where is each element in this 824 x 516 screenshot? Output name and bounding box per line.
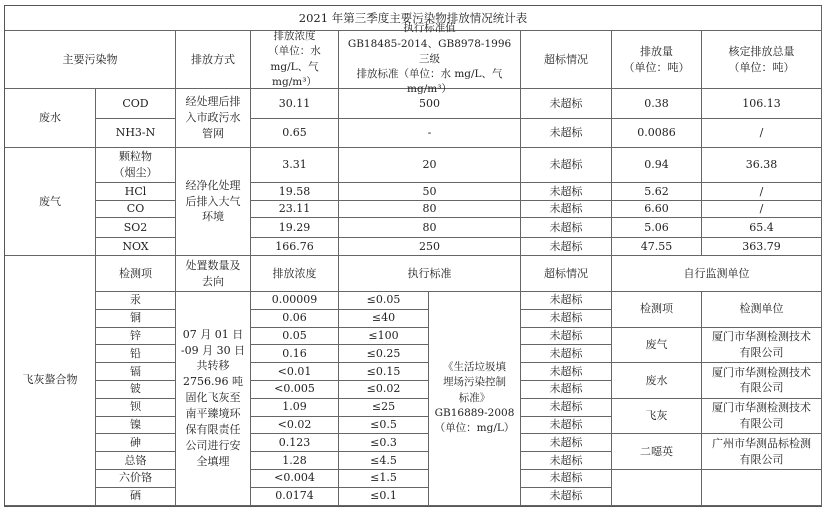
concentration-value: 0.00009	[251, 292, 339, 310]
flyash-header-monitor: 自行监测单位	[612, 256, 822, 292]
concentration-value: 3.31	[251, 148, 339, 183]
exceed-status: 未超标	[521, 345, 612, 363]
header-total: 核定排放总量 （单位：吨）	[702, 31, 822, 89]
wastewater-category: 废水	[5, 89, 96, 148]
concentration-value: 1.28	[251, 452, 339, 470]
standard-value: 50	[339, 183, 521, 201]
concentration-value: 0.123	[251, 434, 339, 452]
monitor-header-item: 检测项	[612, 292, 702, 328]
exceed-status: 未超标	[521, 417, 612, 435]
amount-value: 0.0086	[612, 119, 702, 148]
total-value: 36.38	[702, 148, 822, 183]
concentration-value: 30.11	[251, 89, 339, 119]
header-standard: 执行标准值 GB18485-2014、GB8978-1996 三级 排放标准（单位：水 mg/L、气 mg/m³）	[339, 31, 521, 89]
pollutant-name: CO	[96, 201, 176, 218]
exceed-status: 未超标	[521, 292, 612, 310]
flyash-header-disposal: 处置数量及 去向	[176, 256, 251, 292]
concentration-value: 166.76	[251, 238, 339, 256]
exceed-status: 未超标	[521, 238, 612, 256]
concentration-value: <0.01	[251, 363, 339, 381]
concentration-value: <0.005	[251, 381, 339, 399]
monitor-item: 废气	[612, 328, 702, 364]
test-item-name: 镍	[96, 417, 176, 435]
wastegas-category: 废气	[5, 148, 96, 256]
limit-value: ≤100	[339, 328, 429, 346]
concentration-value: 0.0174	[251, 488, 339, 506]
monitor-unit: 厦门市华测检测技术 有限公司	[702, 399, 822, 435]
header-method: 排放方式	[176, 31, 251, 89]
standard-value: 80	[339, 201, 521, 218]
total-value: 106.13	[702, 89, 822, 119]
exceed-status: 未超标	[521, 310, 612, 328]
test-item-name: 铅	[96, 345, 176, 363]
concentration-value: 0.16	[251, 345, 339, 363]
test-item-name: 锌	[96, 328, 176, 346]
monitor-item: 飞灰	[612, 399, 702, 435]
pollutant-name: NH3-N	[96, 119, 176, 148]
test-item-name: 六价铬	[96, 470, 176, 488]
standard-value: 20	[339, 148, 521, 183]
limit-value: ≤0.3	[339, 434, 429, 452]
pollutant-name: NOX	[96, 238, 176, 256]
concentration-value: 0.05	[251, 328, 339, 346]
amount-value: 5.62	[612, 183, 702, 201]
pollutant-name: 颗粒物 （烟尘）	[96, 148, 176, 183]
concentration-value: 19.29	[251, 218, 339, 238]
test-item-name: 铍	[96, 381, 176, 399]
flyash-header-item: 检测项	[96, 256, 176, 292]
total-value: 363.79	[702, 238, 822, 256]
exceed-status: 未超标	[521, 328, 612, 346]
monitor-item: 二噁英	[612, 434, 702, 470]
monitor-unit: 厦门市华测检测技术 有限公司	[702, 363, 822, 399]
monitor-item: 废水	[612, 363, 702, 399]
limit-value: ≤1.5	[339, 470, 429, 488]
standard-text: 《生活垃圾填 埋场污染控制 标准》 GB16889-2008 （单位：mg/L）	[429, 292, 521, 506]
concentration-value: <0.004	[251, 470, 339, 488]
exceed-status: 未超标	[521, 363, 612, 381]
monitor-header-unit: 检测单位	[702, 292, 822, 328]
standard-value: -	[339, 119, 521, 148]
pollutant-name: HCl	[96, 183, 176, 201]
exceed-status: 未超标	[521, 399, 612, 417]
test-item-name: 砷	[96, 434, 176, 452]
header-pollutant: 主要污染物	[5, 31, 176, 89]
total-value: /	[702, 119, 822, 148]
standard-value: 250	[339, 238, 521, 256]
test-item-name: 钡	[96, 399, 176, 417]
exceed-status: 未超标	[521, 381, 612, 399]
header-amount: 排放量 （单位：吨）	[612, 31, 702, 89]
concentration-value: 19.58	[251, 183, 339, 201]
concentration-value: 0.65	[251, 119, 339, 148]
exceed-status: 未超标	[521, 434, 612, 452]
limit-value: ≤25	[339, 399, 429, 417]
empty-cell	[702, 470, 822, 506]
concentration-value: <0.02	[251, 417, 339, 435]
emission-statistics-table	[4, 5, 822, 507]
limit-value: ≤40	[339, 310, 429, 328]
limit-value: ≤0.05	[339, 292, 429, 310]
test-item-name: 硒	[96, 488, 176, 506]
exceed-status: 未超标	[521, 148, 612, 183]
total-value: 65.4	[702, 218, 822, 238]
limit-value: ≤0.1	[339, 488, 429, 506]
header-exceed: 超标情况	[521, 31, 612, 89]
limit-value: ≤0.5	[339, 417, 429, 435]
test-item-name: 镉	[96, 363, 176, 381]
pollutant-name: COD	[96, 89, 176, 119]
standard-value: 80	[339, 218, 521, 238]
test-item-name: 总铬	[96, 452, 176, 470]
amount-value: 0.38	[612, 89, 702, 119]
concentration-value: 0.06	[251, 310, 339, 328]
exceed-status: 未超标	[521, 183, 612, 201]
concentration-value: 1.09	[251, 399, 339, 417]
flyash-header-exceed: 超标情况	[521, 256, 612, 292]
flyash-header-standard: 执行标准	[339, 256, 521, 292]
exceed-status: 未超标	[521, 119, 612, 148]
limit-value: ≤0.15	[339, 363, 429, 381]
amount-value: 47.55	[612, 238, 702, 256]
test-item-name: 汞	[96, 292, 176, 310]
standard-value: 500	[339, 89, 521, 119]
concentration-value: 23.11	[251, 201, 339, 218]
limit-value: ≤0.02	[339, 381, 429, 399]
amount-value: 6.60	[612, 201, 702, 218]
exceed-status: 未超标	[521, 452, 612, 470]
limit-value: ≤4.5	[339, 452, 429, 470]
total-value: /	[702, 183, 822, 201]
amount-value: 5.06	[612, 218, 702, 238]
amount-value: 0.94	[612, 148, 702, 183]
exceed-status: 未超标	[521, 488, 612, 506]
exceed-status: 未超标	[521, 201, 612, 218]
wastewater-method: 经处理后排 入市政污水 管网	[176, 89, 251, 148]
exceed-status: 未超标	[521, 470, 612, 488]
flyash-header-concentration: 排放浓度	[251, 256, 339, 292]
test-item-name: 铜	[96, 310, 176, 328]
disposal-text: 07 月 01 日 -09 月 30 日 共转移 2756.96 吨 固化飞灰至 南平臻境环 保有限责任 公司进行安 全填埋	[176, 292, 251, 506]
wastegas-method: 经净化处理 后排入大气 环境	[176, 148, 251, 256]
limit-value: ≤0.25	[339, 345, 429, 363]
monitor-unit: 厦门市华测检测技术 有限公司	[702, 328, 822, 364]
header-concentration: 排放浓度 （单位：水 mg/L、气 mg/m³）	[251, 31, 339, 89]
exceed-status: 未超标	[521, 218, 612, 238]
empty-cell	[612, 470, 702, 506]
exceed-status: 未超标	[521, 89, 612, 119]
flyash-category: 飞灰螯合物	[5, 256, 96, 506]
table-title: 2021 年第三季度主要污染物排放情况统计表	[5, 6, 822, 31]
monitor-unit: 广州市华测品标检测 有限公司	[702, 434, 822, 470]
total-value: /	[702, 201, 822, 218]
pollutant-name: SO2	[96, 218, 176, 238]
